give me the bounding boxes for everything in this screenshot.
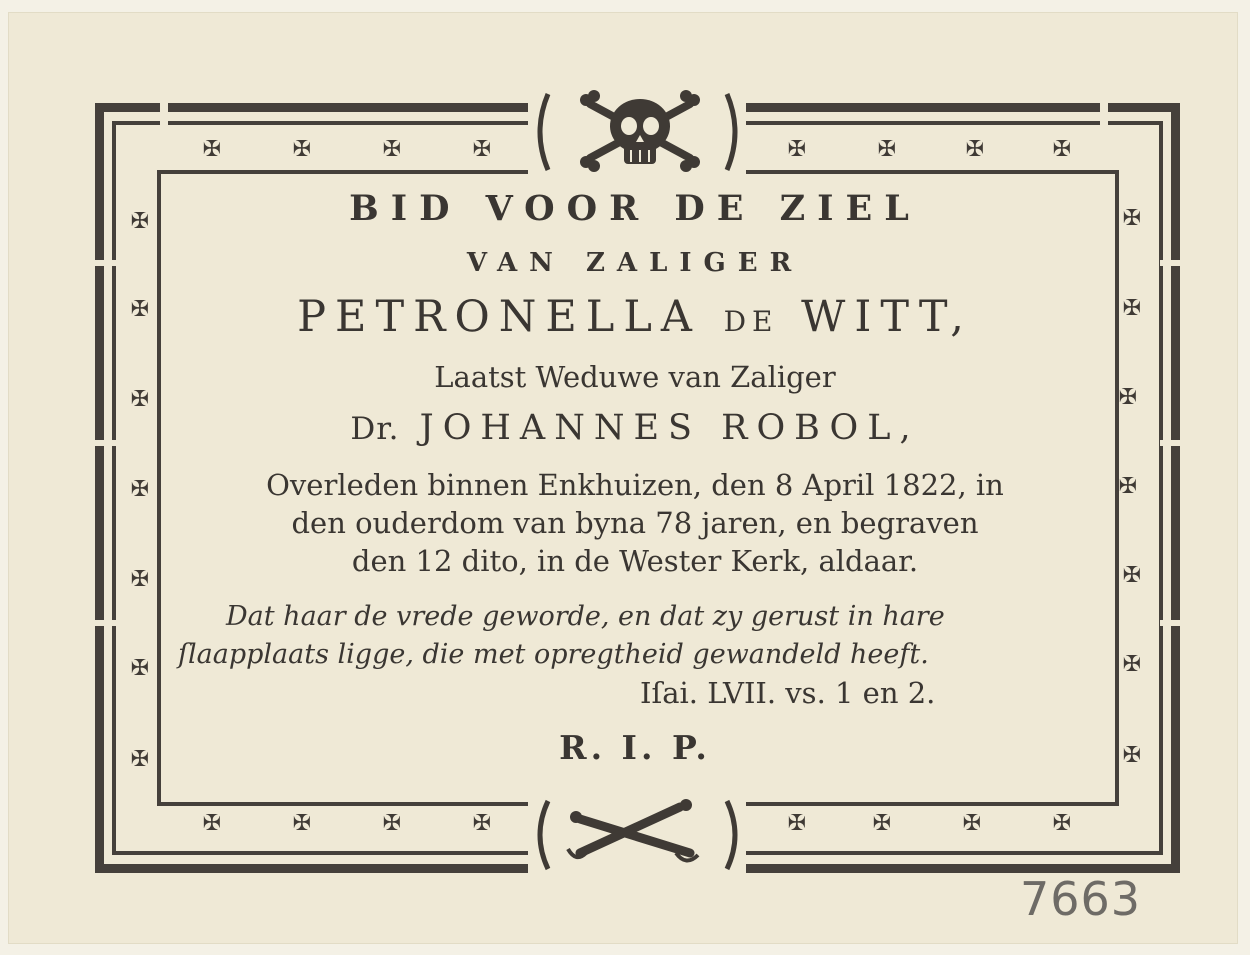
cross-pattee-icon: ✠ [962, 811, 982, 836]
cross-pattee-icon: ✠ [130, 747, 150, 772]
cross-pattee-icon: ✠ [787, 811, 807, 836]
deceased-name [160, 292, 1110, 342]
cross-pattee-icon: ✠ [130, 387, 150, 412]
body-line: den ouderdom van byna 78 jaren, en begraven [291, 506, 979, 540]
death-details [168, 466, 1102, 580]
cross-pattee-icon: ✠ [1122, 296, 1142, 321]
crossed-bones-icon [530, 795, 745, 875]
cross-pattee-icon: ✠ [130, 297, 150, 322]
husband-full-name: JOHANNES ROBOL, [419, 408, 920, 448]
cross-pattee-icon: ✠ [382, 811, 402, 836]
cross-pattee-icon: ✠ [1118, 474, 1138, 499]
cross-pattee-icon: ✠ [965, 137, 985, 162]
body-line: den 12 dito, in de Wester Kerk, aldaar. [351, 544, 919, 578]
name-main: PETRONELLA [297, 292, 701, 342]
cross-pattee-icon: ✠ [787, 137, 807, 162]
heading: BID VOOR DE ZIEL [349, 188, 921, 229]
verse-reference: Iſai. LVII. vs. 1 en 2. [640, 676, 936, 710]
cross-pattee-icon: ✠ [877, 137, 897, 162]
name-surname: WITT, [801, 292, 973, 342]
cross-pattee-icon: ✠ [382, 137, 402, 162]
cross-pattee-icon: ✠ [472, 811, 492, 836]
cross-pattee-icon: ✠ [472, 137, 492, 162]
cross-pattee-icon: ✠ [202, 811, 222, 836]
cross-pattee-icon: ✠ [1122, 652, 1142, 677]
cross-pattee-icon: ✠ [1052, 137, 1072, 162]
husband-name [160, 408, 1110, 448]
widow-line: Laatst Weduwe van Zaliger [434, 360, 836, 394]
closing-rip: R. I. P. [559, 728, 711, 767]
cross-pattee-icon: ✠ [292, 811, 312, 836]
subheading: VAN ZALIGER [466, 248, 804, 278]
cross-pattee-icon: ✠ [130, 477, 150, 502]
inventory-number: 7663 [1020, 872, 1142, 926]
cross-pattee-icon: ✠ [1122, 743, 1142, 768]
cross-pattee-icon: ✠ [292, 137, 312, 162]
name-particle: DE [723, 305, 779, 338]
cross-pattee-icon: ✠ [1122, 563, 1142, 588]
cross-pattee-icon: ✠ [130, 209, 150, 234]
cross-pattee-icon: ✠ [202, 137, 222, 162]
cross-pattee-icon: ✠ [130, 656, 150, 681]
body-line: Overleden binnen Enkhuizen, den 8 April 1822, in [266, 468, 1004, 502]
verse-line: Dat haar de vrede geworde, en dat zy gerust in hare [226, 601, 945, 632]
cross-pattee-icon: ✠ [872, 811, 892, 836]
scripture-verse [178, 598, 1098, 674]
husband-title: Dr. [350, 411, 400, 447]
skull-and-crossbones-icon [530, 86, 745, 178]
cross-pattee-icon: ✠ [1122, 206, 1142, 231]
verse-line: ſlaapplaats ligge, die met opregtheid gewandeld heeft. [178, 639, 929, 670]
cross-pattee-icon: ✠ [1052, 811, 1072, 836]
cross-pattee-icon: ✠ [130, 567, 150, 592]
cross-pattee-icon: ✠ [1118, 385, 1138, 410]
